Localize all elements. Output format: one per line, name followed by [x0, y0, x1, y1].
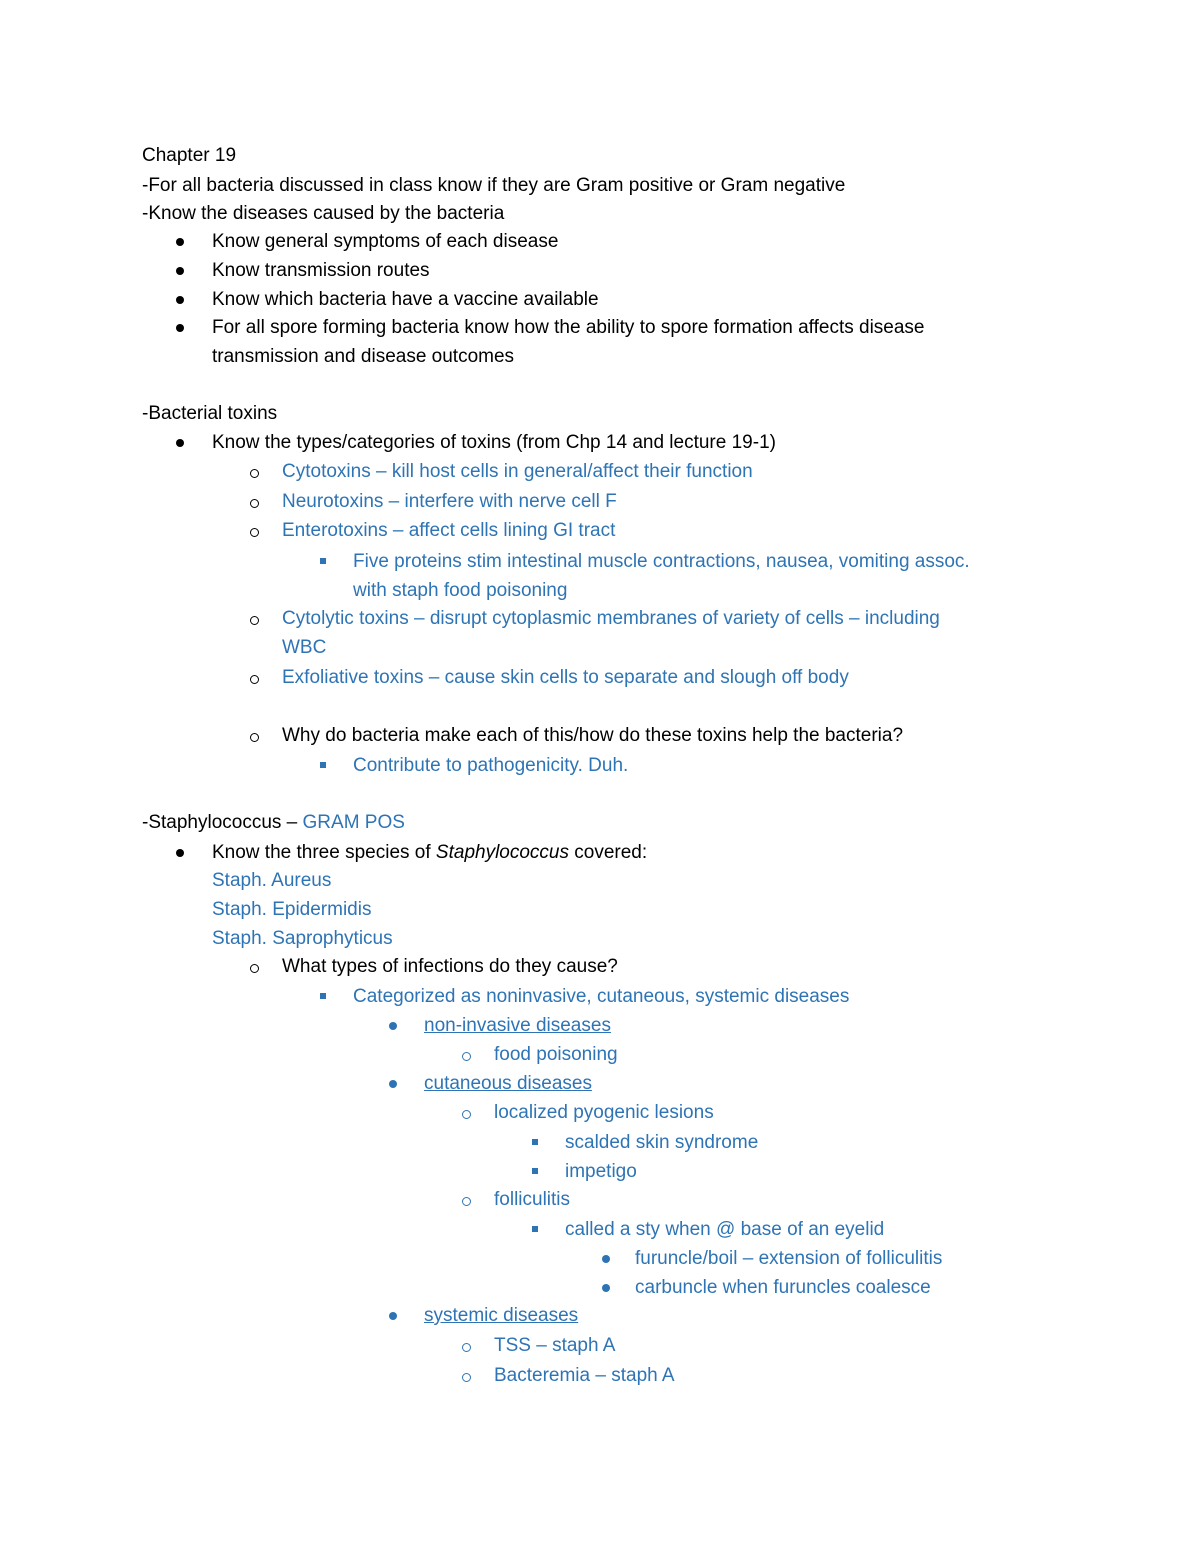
categorized-text: Categorized as noninvasive, cutaneous, systemic diseases: [353, 986, 850, 1007]
chapter-title: Chapter 19: [142, 145, 237, 166]
list-item-noninvasive: [0, 1011, 1200, 1041]
symptoms-text: Know general symptoms of each disease: [212, 231, 559, 252]
toxins-heading: -Bacterial toxins: [142, 403, 278, 424]
three-species-text-a: Know the three species of: [212, 842, 436, 863]
list-item-five-proteins: [0, 547, 1200, 577]
vaccine-text: Know which bacteria have a vaccine available: [212, 289, 599, 310]
circle-bullet-icon: [455, 1185, 477, 1215]
noninvasive-text: non-invasive diseases: [424, 1015, 611, 1036]
food-poisoning-text: food poisoning: [494, 1044, 618, 1065]
list-item-impetigo: [0, 1157, 1200, 1187]
circle-bullet-icon: [455, 1098, 477, 1128]
staph-epidermidis-text: Staph. Epidermidis: [212, 899, 372, 920]
cytolytic-text-line2: WBC: [282, 637, 327, 658]
list-item-cytolytic-continued: [0, 633, 1200, 663]
circle-bullet-icon: [243, 487, 265, 517]
list-item-contribute: [0, 751, 1200, 781]
sty-text: called a sty when @ base of an eyelid: [565, 1219, 885, 1240]
bullet-icon: [169, 285, 191, 315]
three-species-text: [212, 838, 647, 868]
line-chapter: [0, 141, 1200, 171]
list-item-exfoliative: [0, 663, 1200, 693]
five-proteins-text-line2: with staph food poisoning: [353, 580, 568, 601]
exfoliative-text: Exfoliative toxins – cause skin cells to separate and slough off body: [282, 667, 849, 688]
list-item-vaccine: [0, 285, 1200, 315]
bacteremia-text: Bacteremia – staph A: [494, 1365, 675, 1386]
circle-bullet-icon: [243, 663, 265, 693]
circle-bullet-icon: [243, 952, 265, 982]
list-item-carbuncle: [0, 1273, 1200, 1303]
line-gram: [0, 171, 1200, 201]
circle-bullet-icon: [243, 604, 265, 634]
list-item-systemic: [0, 1301, 1200, 1331]
square-bullet-icon: [524, 1128, 546, 1158]
line-toxins-heading: [0, 399, 1200, 429]
bullet-icon: [169, 227, 191, 257]
staph-aureus-text: Staph. Aureus: [212, 870, 332, 891]
square-bullet-icon: [524, 1157, 546, 1187]
why-question-text: Why do bacteria make each of this/how do these toxins help the bacteria?: [282, 725, 904, 746]
bullet-icon: [595, 1273, 617, 1303]
staph-heading-dash: –: [281, 812, 303, 833]
list-item-sty: [0, 1215, 1200, 1245]
square-bullet-icon: [312, 982, 334, 1012]
list-item-symptoms: [0, 227, 1200, 257]
list-item-tss: [0, 1331, 1200, 1361]
list-item-food-poisoning: [0, 1040, 1200, 1070]
gram-requirement-text: -For all bacteria discussed in class know if they are Gram positive or Gram negative: [142, 175, 846, 196]
circle-bullet-icon: [243, 721, 265, 751]
list-item-pyogenic: [0, 1098, 1200, 1128]
three-species-text-c: covered:: [569, 842, 648, 863]
circle-bullet-icon: [455, 1040, 477, 1070]
staph-heading: [142, 808, 405, 838]
line-staph-aureus: [0, 866, 1200, 896]
list-item-furuncle: [0, 1244, 1200, 1274]
bullet-icon: [169, 428, 191, 458]
list-item-five-proteins-continued: [0, 576, 1200, 606]
list-item-bacteremia: [0, 1361, 1200, 1391]
pyogenic-text: localized pyogenic lesions: [494, 1102, 714, 1123]
square-bullet-icon: [524, 1215, 546, 1245]
folliculitis-text: folliculitis: [494, 1189, 571, 1210]
tss-text: TSS – staph A: [494, 1335, 616, 1356]
bullet-icon: [169, 838, 191, 868]
list-item-toxin-types: [0, 428, 1200, 458]
list-item-cytolytic: [0, 604, 1200, 634]
line-staph-epidermidis: [0, 895, 1200, 925]
list-item-why: [0, 721, 1200, 751]
circle-bullet-icon: [243, 457, 265, 487]
circle-bullet-icon: [455, 1331, 477, 1361]
systemic-text: systemic diseases: [424, 1305, 579, 1326]
scalded-text: scalded skin syndrome: [565, 1132, 759, 1153]
staph-heading-label: -Staphylococcus: [142, 812, 282, 833]
line-staph-heading: [0, 808, 1200, 838]
list-item-enterotoxins: [0, 516, 1200, 546]
cutaneous-text: cutaneous diseases: [424, 1073, 592, 1094]
cytolytic-text-line1: Cytolytic toxins – disrupt cytoplasmic membranes of variety of cells – including: [282, 608, 940, 629]
list-item-spore: [0, 313, 1200, 343]
staph-gram-label: GRAM POS: [302, 812, 405, 833]
five-proteins-text-line1: Five proteins stim intestinal muscle contractions, nausea, vomiting assoc.: [353, 551, 970, 572]
spore-text-line1: For all spore forming bacteria know how the ability to spore formation affects disease: [212, 317, 925, 338]
cytotoxins-text: Cytotoxins – kill host cells in general/affect their function: [282, 461, 753, 482]
bullet-icon: [169, 256, 191, 286]
list-item-categorized: [0, 982, 1200, 1012]
circle-bullet-icon: [243, 516, 265, 546]
transmission-text: Know transmission routes: [212, 260, 430, 281]
enterotoxins-text: Enterotoxins – affect cells lining GI tract: [282, 520, 616, 541]
list-item-cytotoxins: [0, 457, 1200, 487]
square-bullet-icon: [312, 547, 334, 577]
list-item-scalded: [0, 1128, 1200, 1158]
bullet-icon: [382, 1301, 404, 1331]
list-item-transmission: [0, 256, 1200, 286]
carbuncle-text: carbuncle when furuncles coalesce: [635, 1277, 931, 1298]
circle-bullet-icon: [455, 1361, 477, 1391]
staph-saprophyticus-text: Staph. Saprophyticus: [212, 928, 393, 949]
toxin-types-text: Know the types/categories of toxins (from Chp 14 and lecture 19-1): [212, 432, 776, 453]
bullet-icon: [382, 1011, 404, 1041]
spore-text-line2: transmission and disease outcomes: [212, 346, 515, 367]
furuncle-text: furuncle/boil – extension of folliculitis: [635, 1248, 943, 1269]
bullet-icon: [169, 313, 191, 343]
line-staph-saprophyticus: [0, 924, 1200, 954]
bullet-icon: [382, 1069, 404, 1099]
list-item-three-species: [0, 838, 1200, 868]
list-item-cutaneous: [0, 1069, 1200, 1099]
contribute-text: Contribute to pathogenicity. Duh.: [353, 755, 629, 776]
three-species-genus: Staphylococcus: [435, 842, 569, 863]
list-item-spore-continued: [0, 342, 1200, 372]
list-item-folliculitis: [0, 1185, 1200, 1215]
list-item-infections: [0, 952, 1200, 982]
neurotoxins-text: Neurotoxins – interfere with nerve cell F: [282, 491, 617, 512]
line-diseases: [0, 199, 1200, 229]
diseases-requirement-text: -Know the diseases caused by the bacteria: [142, 203, 505, 224]
list-item-neurotoxins: [0, 487, 1200, 517]
square-bullet-icon: [312, 751, 334, 781]
bullet-icon: [595, 1244, 617, 1274]
infections-question-text: What types of infections do they cause?: [282, 956, 618, 977]
impetigo-text: impetigo: [565, 1161, 637, 1182]
